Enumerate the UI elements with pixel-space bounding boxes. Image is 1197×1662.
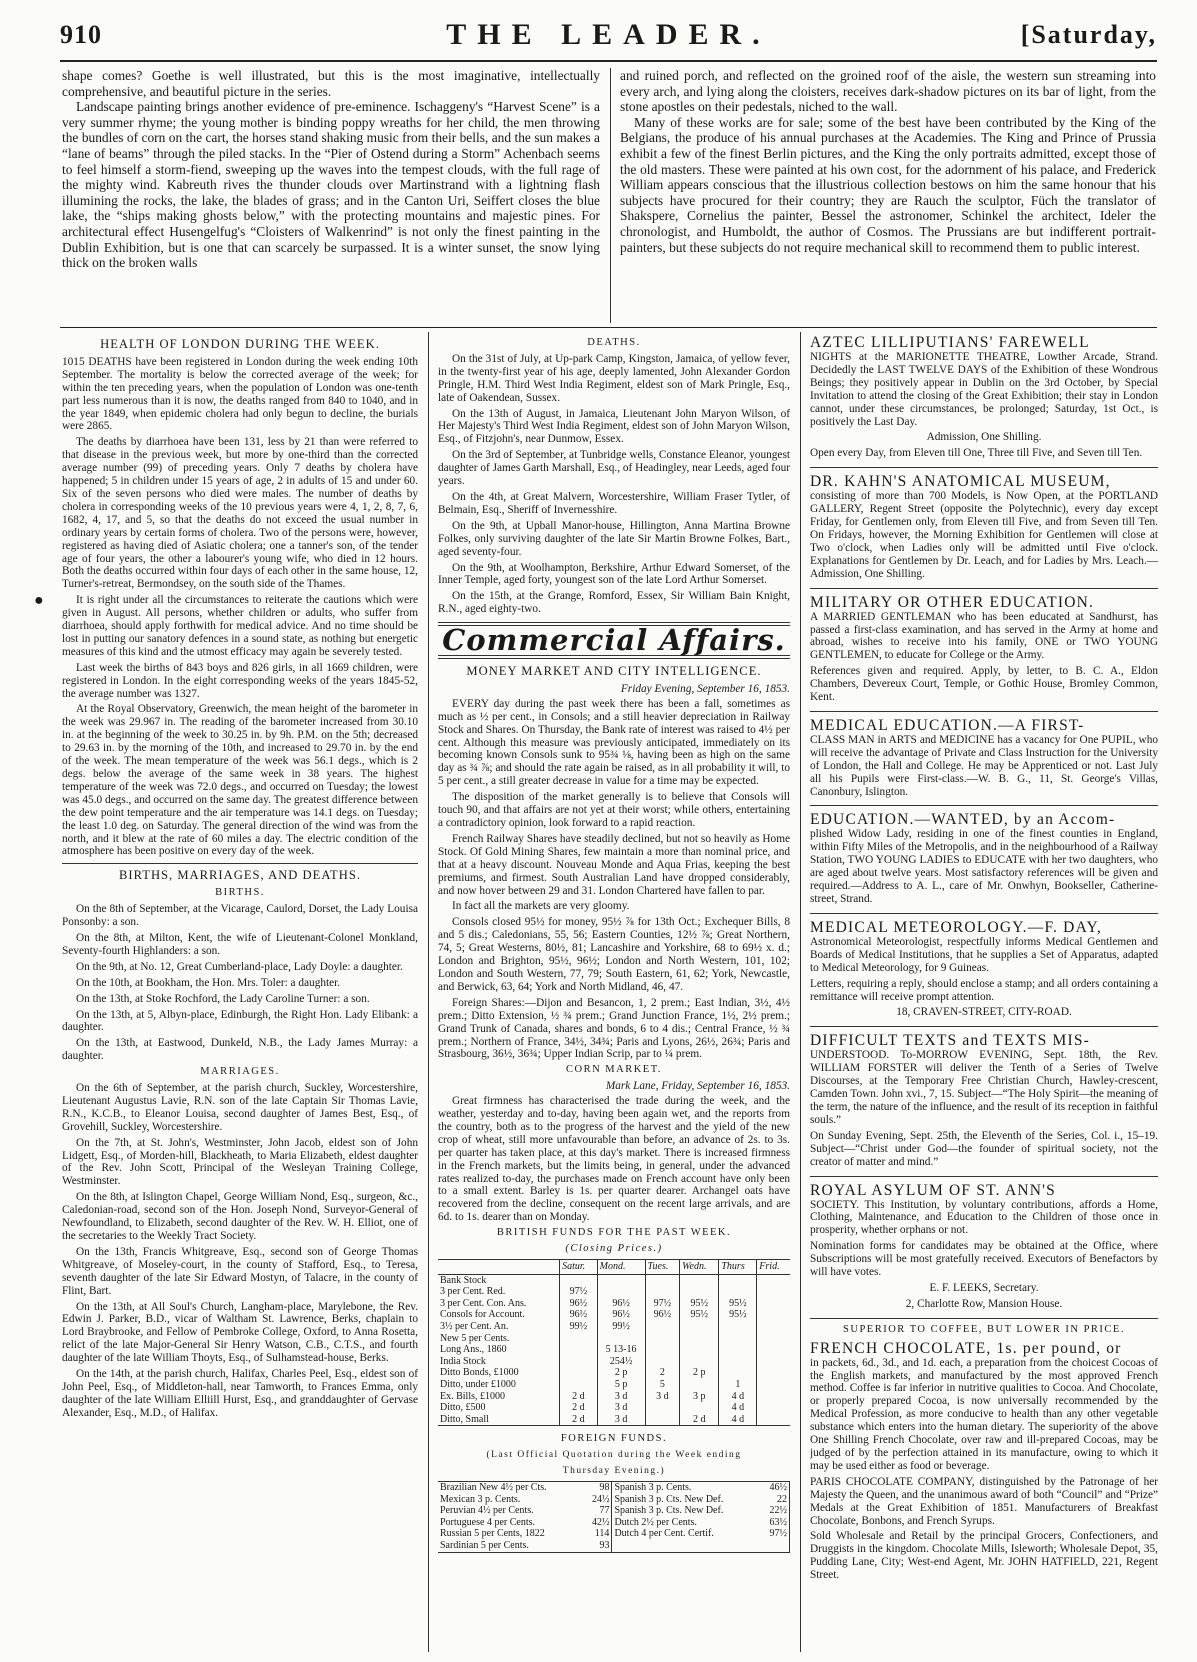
advertisement-detail: Sold Wholesale and Retail by the principal Grocers, Confectioners, and Druggists in the kingdom. Chocolate Mills, Isleworth; Wholesale Depot, 35, Pudding Lane, City; West-end Agent, Mr. JOHN HATFIELD, 221, Regent Street. [810, 1530, 1158, 1582]
british-funds-title: BRITISH FUNDS FOR THE PAST WEEK. [496, 1227, 732, 1239]
advertisement-detail: 2, Charlotte Row, Mansion House. [905, 1297, 1063, 1310]
fund-price [719, 1344, 757, 1356]
page-number: 910 [60, 20, 102, 49]
fund-price [719, 1356, 757, 1368]
foreign-fund-price: 114 [583, 1528, 612, 1540]
health-paragraph: The deaths by diarrhoea have been 131, less by 21 than were referred to that disease in the previous week, but more by one-third than the corrected average number (99) of preceding years. Only 7 deaths by cholera have happened; 5 in children under 15 years of age, 2 in adults of 15 and under 60. Six of the seven persons who died were males. The number of deaths by cholera in corresponding weeks of the 10 previous years were 4, 1, 2, 8, 7, 6, 1682, 4, 17, and 5, so that the deaths do not exceed the usual number in ordinary years by certain forms of cholera. Two of the persons were, however, registered as having died of Asiatic cholera; one a tanner's son, of the tender age of four years, the other a labourer's young wife, who died in 12 hours. Both the deaths occurred within four days of each other in the same house, 12, Turner's-retreat, Bermondsey, on the south side of the Thames. [62, 436, 418, 591]
british-funds-table [438, 1259, 790, 1426]
foreign-fund-price: 42½ [583, 1517, 612, 1529]
funds-row [438, 1298, 790, 1310]
health-paragraph: It is right under all the circumstances to reiterate the cautions which were given in August. All persons, whether children or adults, who suffer from diarrhoea, should apply forthwith for medical advice. And no time should be lost in putting our sanatory defences in a sound state, as nothing but energetic measures of this kind and the utmost efficacy may again be severely tested. [62, 594, 418, 658]
foreign-fund-price: 97½ [761, 1528, 790, 1540]
divider [62, 863, 418, 864]
foreign-fund-name: Spanish 3 p. Cents. [614, 1482, 692, 1494]
funds-row [438, 1309, 790, 1321]
fund-price: 99½ [597, 1321, 645, 1333]
foreign-fund-row [438, 1540, 790, 1552]
money-paragraph: The disposition of the market generally is to believe that Consols will touch 90, and that affairs are not yet at their worst; while others, entertaining a contradictory opinion, look forward to a rapid reaction. [438, 791, 790, 829]
death-notice: On the 9th, at Woolhampton, Berkshire, Arthur Edward Somerset, of the Inner Temple, aged forty, youngest son of the late Lord Arthur Somerset. [438, 561, 790, 587]
birth-notice: On the 8th of September, at the Vicarage, Caulord, Dorset, the Lady Louisa Ponsonby: a son. [62, 903, 418, 929]
foreign-fund-name: Dutch 2½ per Cents. [614, 1516, 697, 1528]
article-paragraph: Landscape painting brings another evidence of pre-eminence. Ischaggeny's “Harvest Scene” is a very summer rhyme; the young mother is binding poppy wreaths for her child, the men throwing the bundles of corn on the cart, the horses stand shaking music from their bells, and the sun makes a “lane of beams” through the piled stacks. In the “Pier of Ostend during a Storm” Achenbach seems to feel himself a storm-fiend, sweeping up the waves into the tempest clouds, with the full rage of the mighty wind. Kabreuth rives the thunder clouds over Martinstrand with a lightning flash illumining the rocks, the lake, the blades of grass; and in the Canton Uri, Seiffert closes the blue lake, the “ships making ghosts below,” with the protecting mountains and majestic pines. For architectural effect Husengelfug's “Cloisters of Walkenrind” is not only the finest painting in the Dublin Exhibition, but is one that can scarcely be surpassed. It is a winter sunset, the snow lying thick on the broken walls [62, 99, 600, 271]
marriages-title: MARRIAGES. [200, 1066, 280, 1078]
column-left [62, 334, 418, 1656]
commercial-affairs-title: Commercial Affairs. [442, 623, 786, 658]
funds-row [438, 1286, 790, 1298]
fund-price: 97½ [560, 1286, 598, 1298]
fund-price [680, 1321, 719, 1333]
bmd-title: BIRTHS, MARRIAGES, AND DEATHS. [119, 868, 361, 883]
column-middle [438, 334, 790, 1656]
advertisement-divider [810, 588, 1158, 589]
foreign-funds-subtitle-2: Thursday Evening.) [562, 1466, 666, 1477]
death-notice: On the 13th of August, in Jamaica, Lieutenant John Maryon Wilson, of Her Majesty's Third West India Regiment, eldest son of John Maryon Wilson, Esq., of Fitzjohn's, near Dunmow, Essex. [438, 407, 790, 446]
funds-column-header: Tues. [645, 1260, 680, 1275]
column-divider [428, 332, 429, 1652]
fund-name: Ditto Bonds, £1000 [440, 1367, 519, 1379]
money-paragraph: Foreign Shares:—Dijon and Besancon, 1, 2 prem.; East Indian, 3½, 4½ prem.; Ditto Extension, ½ ¾ prem.; Grand Junction France, 1½, 2½ prem.; Grand Trunk of Canada, shares and bonds, 6 to 4 dis.; Central France, ½ ¾ prem.; Northern of France, 34½, 34¾; Paris and Lyons, 26½, 26¾; Paris and Strasbourg, 36½, 36¾; Upper Indian Scrip, par to ¼ prem. [438, 996, 790, 1061]
funds-column-header [438, 1260, 560, 1275]
corn-market-title: CORN MARKET. [566, 1064, 662, 1076]
page-header [60, 20, 1157, 60]
foreign-funds-title: FOREIGN FUNDS. [560, 1433, 668, 1445]
foreign-fund-name: Spanish 3 p. Cts. New Def. [614, 1505, 724, 1517]
birth-notice: On the 13th, at 5, Albyn-place, Edinburgh, the Right Hon. Lady Elibank: a daughter. [62, 1008, 418, 1034]
foreign-fund-row [438, 1517, 790, 1529]
fund-price [719, 1321, 757, 1333]
death-notice: On the 15th, at the Grange, Romford, Essex, Sir William Bain Knight, R.N., aged eighty-two. [438, 590, 790, 616]
fund-price: 96½ [560, 1309, 598, 1321]
fund-price: 3 p [680, 1391, 719, 1403]
masthead-day: [Saturday, [1020, 20, 1157, 49]
fund-price [560, 1344, 598, 1356]
marriage-notice: On the 13th, at All Soul's Church, Langham-place, Marylebone, the Rev. Edwin J. Parker, B.D., vicar of Waltham St. Lawrence, Berks, chaplain to Lord Braybrooke, and Fellow of Pembroke College, Oxford, to Anna Rosetta, relict of the late Major-General Sir Henry Watson, C.B., C.T.S., and fourth daughter of the late William Thoyts, Esq., of Sulhamstead-house, Berks. [62, 1300, 418, 1365]
fund-price [680, 1402, 719, 1414]
advertisement-detail: PARIS CHOCOLATE COMPANY, distinguished by the Patronage of her Majesty the Queen, and the unanimous award of both “Council” and “Prize” Medals at the Great Exhibition of 1851. Manufacturers of Breakfast Chocolate, Bonbons, and French Syrups. [810, 1475, 1158, 1527]
fund-price: 4 d [719, 1414, 757, 1426]
death-notice: On the 9th, at Upball Manor-house, Hillington, Anna Martina Browne Folkes, only surviving daughter of the late Sir Martin Browne Folkes, Bart., aged seventy-four. [438, 519, 790, 558]
fund-price [645, 1274, 680, 1286]
fund-name: Long Ans., 1860 [440, 1344, 507, 1356]
fund-price [757, 1286, 790, 1298]
fund-price [719, 1367, 757, 1379]
fund-price: 4 d [719, 1391, 757, 1403]
fund-price [597, 1286, 645, 1298]
fund-name: India Stock [440, 1355, 486, 1367]
funds-column-header: Wedn. [680, 1260, 719, 1275]
fund-price: 2 d [560, 1391, 598, 1403]
fund-price [757, 1402, 790, 1414]
fund-price [719, 1333, 757, 1345]
funds-row [438, 1379, 790, 1391]
fund-price [645, 1414, 680, 1426]
fund-price: 96½ [560, 1298, 598, 1310]
fund-price [597, 1274, 645, 1286]
fund-price [757, 1344, 790, 1356]
fund-name: 3½ per Cent. An. [440, 1320, 509, 1332]
funds-row [438, 1321, 790, 1333]
birth-notice: On the 10th, at Bookham, the Hon. Mrs. Toler: a daughter. [76, 976, 341, 989]
corn-paragraph: Great firmness has characterised the trade during the week, and the weather, yesterday and to-day, having been again wet, and the reports from the country, both as to the progress of the harvest and the yield of the new crop of wheat, still more unfavourable than before, an advance of 2s. to 3s. per quarter has taken place, at this day's market. There is increased firmness in the French markets, but the limits being, in general, under the advanced rates realized to-day, the purchases made on French account have only been to a small extent. Barley is 1s. per quarter dearer. Archangel oats have recovered from the decline, consequent on the recent large arrivals, and are 6d. to 1s. dearer than on Monday. [438, 1095, 790, 1224]
advertisement-body: Astronomical Meteorologist, respectfully informs Medical Gentlemen and Boards of Medical Institutions, that he supplies a Set of Apparatus, adapted to Medical Meteorology, for 9 Guineas. [810, 935, 1158, 974]
advertisement [810, 334, 1158, 460]
marriage-notice: On the 13th, Francis Whitgreave, Esq., second son of George Thomas Whitgreave, of Moseley-court, in the county of Stafford, Esq., to Teresa, seventh daughter of the late Sir Edward Mostyn, of Talacre, in the county of Flint, Bart. [62, 1245, 418, 1297]
fund-price: 254½ [597, 1356, 645, 1368]
fund-price: 5 p [597, 1379, 645, 1391]
fund-price [757, 1298, 790, 1310]
fund-name: Consols for Account. [440, 1309, 525, 1321]
fund-price [757, 1333, 790, 1345]
money-paragraph: EVERY day during the past week there has been a fall, sometimes as much as ½ per cent., in Consols; and a still heavier depreciation in Railway Stock and Shares. On Thursday, the Bank rate of interest was raised to 4½ per cent. Although this measure was previously anticipated, immediately on its becoming known Consols sunk to 95¾ ⅛, having been as high on the same day as ¾ ⅞; and should the rate again be raised, as in all probability it will, to 5 per cent., a still greater decrease in value for a time may be expected. [438, 697, 790, 788]
foreign-fund-name: Russian 5 per Cents, 1822 [440, 1528, 545, 1540]
fund-price: 3 d [645, 1391, 680, 1403]
foreign-fund-price: 98 [583, 1482, 612, 1494]
money-market-title: MONEY MARKET AND CITY INTELLIGENCE. [466, 664, 762, 679]
foreign-fund-name [612, 1540, 761, 1552]
funds-row [438, 1333, 790, 1345]
marriage-notice: On the 8th, at Islington Chapel, George William Nond, Esq., surgeon, &c., Caledonian-road, second son of the Hon. Joseph Nond, Surveyor-General of Newfoundland, to Elizabeth, second daughter of the Rev. W. H. Elliot, one of the secretaries to the Weekly Tract Society. [62, 1191, 418, 1242]
fund-price [645, 1402, 680, 1414]
health-paragraph: Last week the births of 843 boys and 826 girls, in all 1669 children, were registered in London. In the eight corresponding weeks of the years 1845-52, the average number was 1327. [62, 661, 418, 700]
advertisement-body: consisting of more than 700 Models, is Now Open, at the PORTLAND GALLERY, Regent Street (opposite the Polytechnic), every day except Friday, for Gentlemen only, from Eleven till Five, and from Seven till Ten. On Fridays, however, the Morning Exhibition for Gentlemen will close at Two o'clock, when Ladies only will be admitted until Five o'clock. Explanations for Gentlemen by Dr. Leach, and for Ladies by Mrs. Leach.—Admission, One Shilling. [810, 490, 1158, 580]
foreign-funds-table [438, 1481, 790, 1553]
funds-row [438, 1402, 790, 1414]
fund-price: 2 p [680, 1367, 719, 1379]
advertisement-divider [810, 1176, 1158, 1177]
money-market-date: Friday Evening, September 16, 1853. [620, 682, 790, 695]
advertisement-title: ROYAL ASYLUM OF ST. ANN'S [810, 1181, 1056, 1199]
foreign-fund-row [438, 1482, 790, 1494]
advertisement-body: A MARRIED GENTLEMAN who has been educated at Sandhurst, has passed a first-class examination, and has served in the Army at home and abroad, wishes to receive into his family, ONE or TWO YOUNG GENTLEMEN, to educate for College or the Army. [810, 610, 1158, 662]
foreign-fund-price: 22½ [761, 1505, 790, 1517]
top-column-divider [610, 68, 611, 323]
fund-price [645, 1321, 680, 1333]
fund-name: Ditto, Small [440, 1413, 489, 1425]
fund-price: 3 d [597, 1402, 645, 1414]
fund-price [645, 1356, 680, 1368]
funds-column-header: Thurs [719, 1260, 757, 1275]
marriage-notice: On the 7th, at St. John's, Westminster, John Jacob, eldest son of John Lidgett, Esq., of Morden-hill, Blackheath, to Maria Elizabeth, eldest daughter of the Rev. John Scott, Principal of the Wesleyan Training College, Westminster. [62, 1136, 418, 1188]
foreign-fund-row [438, 1505, 790, 1517]
foreign-fund-row [438, 1528, 790, 1540]
fund-name: Ditto, £500 [440, 1402, 486, 1414]
health-paragraph: 1015 DEATHS have been registered in London during the week ending 10th September. The mortality is below the corrected average of the week; for within the ten preceding years, when the population of London was one-tenth part less numerous than it is now, the deaths ranged from 840 to 1040, and in the year 1849, when epidemic cholera had only begun to decline, the burials were 2865. [62, 355, 418, 433]
advertisement [810, 717, 1158, 799]
births-title: BIRTHS. [215, 887, 265, 899]
advertisement-tagline: SUPERIOR TO COFFEE, BUT LOWER IN PRICE. [843, 1323, 1125, 1335]
advertisement [810, 811, 1158, 905]
advertisement-title: MILITARY OR OTHER EDUCATION. [810, 593, 1095, 611]
advertisement-divider [810, 913, 1158, 914]
fund-price [680, 1286, 719, 1298]
deaths-title: DEATHS. [587, 337, 641, 348]
foreign-fund-row [438, 1494, 790, 1506]
foreign-funds-subtitle: (Last Official Quotation during the Week ending [486, 1450, 742, 1461]
fund-price [560, 1367, 598, 1379]
fund-name: Ditto, under £1000 [440, 1378, 516, 1390]
death-notice: On the 3rd of September, at Tunbridge wells, Constance Eleanor, youngest daughter of James Garth Marshall, Esq., of Headingley, near Leeds, aged four years. [438, 449, 790, 488]
foreign-fund-name: Peruvian 4½ per Cents. [440, 1505, 534, 1517]
health-title: HEALTH OF LONDON DURING THE WEEK. [100, 337, 380, 351]
fund-price: 95½ [719, 1309, 757, 1321]
fund-price [757, 1321, 790, 1333]
fund-price: 96½ [597, 1298, 645, 1310]
corn-market-date: Mark Lane, Friday, September 16, 1853. [605, 1080, 790, 1093]
advertisement-title: AZTEC LILLIPUTIANS' FAREWELL [810, 334, 1090, 351]
fund-price: 96½ [645, 1309, 680, 1321]
top-right-article [620, 68, 1156, 324]
fund-price: 2 d [560, 1414, 598, 1426]
fund-price [560, 1356, 598, 1368]
advertisement-detail: On Sunday Evening, Sept. 25th, the Eleventh of the Series, Col. i., 15–19. Subject—“Christ under God—the founder of spiritual society, not the creator of matter and mind.” [810, 1129, 1158, 1168]
funds-column-header: Mond. [597, 1260, 645, 1275]
advertisement [810, 919, 1158, 1019]
advertisement-title: MEDICAL METEOROLOGY.—F. DAY, [810, 918, 1103, 936]
fund-name: New 5 per Cents. [440, 1332, 510, 1344]
advertisement-detail: Nomination forms for candidates may be obtained at the Office, where Subscriptions will be most gratefully received. Executors of Benefactors by will have votes. [810, 1240, 1158, 1279]
death-notice: On the 31st of July, at Up-park Camp, Kingston, Jamaica, of yellow fever, in the twenty-first year of his age, deeply lamented, John Alexander Gordon Pringle, H.M. Third West India Regiment, eldest son of Mark Pringle, Esq., late of Oakendean, Sussex. [438, 352, 790, 404]
advertisement-divider [810, 805, 1158, 806]
fund-price [757, 1309, 790, 1321]
article-paragraph: and ruined porch, and reflected on the groined roof of the aisle, the western sun streaming into every arch, and lying along the cloisters, receives dark-shadow pictures on its bar of light, from the stone apostles on their pedestals, niched to the wall. [620, 68, 1156, 115]
fund-price [757, 1367, 790, 1379]
fund-name: 3 per Cent. Red. [440, 1286, 506, 1298]
printer-mark: ● [34, 592, 44, 609]
fund-price: 97½ [645, 1298, 680, 1310]
fund-price [757, 1391, 790, 1403]
article-paragraph: Many of these works are for sale; some of the best have been contributed by the King of the Belgians, the produce of his annual purchases at the Academies. The King and Prince of Prussia exhibit a few of the finest Berlin pictures, and the King the only portraits admitted, except those of the old masters. These were painted at his own cost, for the adornment of his palace, and Frederick William appears conscious that the illustrious collection bestows on him the same honour that his subjects have procured for their country; they are Rauch the sculptor, Füch the translator of Shakspere, Cornelius the painter, Bessel the astronomer, Schinkel the architect, Ideler the chronologist, and Humboldt, the author of Cosmos. The Prussians are but indifferent portrait-painters, but these subjects do not require mechanical skill to recommend them to public interest. [620, 114, 1156, 255]
advertisement [810, 594, 1158, 704]
advertisement-detail: Letters, requiring a reply, should enclose a stamp; and all orders containing a remittance will receive prompt attention. [810, 977, 1158, 1003]
fund-price [560, 1333, 598, 1345]
funds-row [438, 1414, 790, 1426]
fund-price [719, 1274, 757, 1286]
advertisement-divider [810, 467, 1158, 468]
fund-price: 4 d [719, 1402, 757, 1414]
advertisement-body: NIGHTS at the MARIONETTE THEATRE, Lowther Arcade, Strand. Decidedly the LAST TWELVE DAYS of the Exhibition of these Wondrous Beings; they positively appear in Dublin on the 3rd October, by Special Invitation to attend the closing of the Great Exhibition; their stay in London cannot, under these circumstances, be prolonged; Saturday, 1st Oct., is positively the Last Day. [810, 351, 1158, 428]
foreign-fund-price: 77 [583, 1505, 612, 1517]
advertisement-title: DIFFICULT TEXTS and TEXTS MIS- [810, 1032, 1091, 1050]
foreign-fund-name: Sardinian 5 per Cents. [440, 1540, 529, 1551]
fund-price [680, 1333, 719, 1345]
fund-price: 95½ [680, 1309, 719, 1321]
advertisement-body: in packets, 6d., 3d., and 1d. each, a preparation from the choicest Cocoas of the English markets, and manufactured by the most approved French method. Coffee is far inferior in nutritive qualities to Cocoa. And Chocolate, or properly prepared Cocoa, is now universally recommended by the Medical Profession, as more conducive to health than any other vegetable substance which enters into the human dietary. The superiority of the above One Shilling French Chocolate, over raw and ill-prepared Cocoas, may be judged of by the perfection attained in its manufacture, owing to which it may be used either as food or beverage. [810, 1356, 1158, 1472]
foreign-fund-price [761, 1540, 790, 1552]
fund-price: 1 [719, 1379, 757, 1391]
fund-name: Ex. Bills, £1000 [440, 1390, 506, 1402]
funds-row [438, 1367, 790, 1379]
fund-price: 5 13-16 [597, 1344, 645, 1356]
death-notice: On the 4th, at Great Malvern, Worcestershire, William Fraser Tytler, of Belmain, Esq., Sheriff of Invernesshire. [438, 490, 790, 516]
advertisement-detail: References given and required. Apply, by letter, to B. C. A., Eldon Chambers, Devereux Court, Temple, or Gothic House, Bromley Common, Kent. [810, 665, 1158, 704]
fund-price: 2 [645, 1367, 680, 1379]
advertisement-detail: E. F. LEEKS, Secretary. [929, 1281, 1039, 1294]
masthead-title: THE LEADER. [446, 18, 771, 51]
foreign-fund-price: 93 [583, 1540, 612, 1552]
foreign-fund-price: 24½ [583, 1494, 612, 1506]
birth-notice: On the 13th, at Stoke Rochford, the Lady Caroline Turner: a son. [76, 992, 370, 1005]
advertisement-body: SOCIETY. This Institution, by voluntary contributions, affords a Home, Clothing, Maintenance, and Education to the Children of those once in prosperity, whether orphans or not. [810, 1198, 1158, 1237]
fund-price: 3 d [597, 1414, 645, 1426]
section-rule [60, 327, 1157, 328]
fund-price [680, 1344, 719, 1356]
advertisement-divider [810, 711, 1158, 712]
foreign-fund-name: Spanish 3 p. Cts. New Def. [614, 1493, 724, 1505]
foreign-fund-name: Portuguese 4 per Cents. [440, 1516, 535, 1528]
advertisement [810, 1324, 1158, 1582]
fund-price: 2 d [560, 1402, 598, 1414]
foreign-fund-name: Dutch 4 per Cent. Certif. [614, 1528, 714, 1540]
fund-name: 3 per Cent. Con. Ans. [440, 1297, 527, 1309]
fund-price: 95½ [719, 1298, 757, 1310]
fund-price [757, 1379, 790, 1391]
foreign-fund-price: 22 [761, 1494, 790, 1506]
fund-price [680, 1274, 719, 1286]
fund-price [645, 1333, 680, 1345]
fund-price [719, 1286, 757, 1298]
foreign-fund-price: 63½ [761, 1517, 790, 1529]
fund-price: 3 d [597, 1391, 645, 1403]
fund-price: 96½ [597, 1309, 645, 1321]
advertisement-body: plished Widow Lady, residing in one of the finest counties in England, within Fifty Miles of the Metropolis, and in the neighbourhood of a Railway Station, TWO YOUNG LADIES to EDUCATE with her two daughters, who are aged about twelve years. Most satisfactory references will be given and required.—Address to A. L., care of Mr. Onwhyn, Bookseller, Catherine-street, Strand. [810, 828, 1158, 905]
fund-name: Bank Stock [440, 1274, 487, 1286]
fund-price: 2 p [597, 1367, 645, 1379]
health-paragraph: At the Royal Observatory, Greenwich, the mean height of the barometer in the week was 29.967 in. The reading of the barometer increased from 30.10 in. at the beginning of the week to 30.25 in. by 9h. P.M. on the 5th; decreased to 29.63 in. by the morning of the 10th, and increased to 29.70 in. by the end of the week. The mean temperature of the week was 56.1 degs., which is 2 degs. below the average of the same week in 38 years. The highest temperature of the week was 72.0 degs., and occurred on Tuesday; the lowest was 45.0 degs., and occurred on the same day. The greatest difference between the dew point temperature and the air temperature was 14.1 degs. on Tuesday; the least 1.0 deg. on Saturday. The general direction of the wind was from the north, and it blew at the rate of 60 miles a day. The electric condition of the atmosphere has been positive on every day of the week. [62, 703, 418, 858]
advertisement-detail: Admission, One Shilling. [926, 431, 1042, 444]
advertisement-title: FRENCH CHOCOLATE, 1s. per pound, or [810, 1339, 1122, 1357]
advertisement [810, 1182, 1158, 1311]
advertisement-divider [810, 1026, 1158, 1027]
fund-price: 2 d [680, 1414, 719, 1426]
money-paragraph: French Railway Shares have steadily declined, but not so heavily as Home Stock. Of Gold Mining Shares, few maintain a more than nominal price, and that at a heavy discount. Nouveau Monde and Aqua Frias, keeping the best premiums, and firmest. South Australian Land have dropped considerably, and now hover between 29 and 31. London Chartered have fallen to par. [438, 832, 790, 897]
fund-price [597, 1333, 645, 1345]
article-paragraph: shape comes? Goethe is well illustrated, but this is the most imaginative, intellectually comprehensive, and beautiful picture in the series. [62, 68, 600, 99]
funds-row [438, 1274, 790, 1286]
fund-price [757, 1414, 790, 1426]
fund-price [680, 1379, 719, 1391]
fund-price: 5 [645, 1379, 680, 1391]
fund-price: 95½ [680, 1298, 719, 1310]
fund-price [560, 1274, 598, 1286]
foreign-fund-price: 46½ [761, 1482, 790, 1494]
funds-row [438, 1391, 790, 1403]
advertisement-detail: Open every Day, from Eleven till One, Three till Five, and Seven till Ten. [810, 447, 1143, 460]
top-left-article [62, 68, 600, 324]
funds-column-header: Satur. [560, 1260, 598, 1275]
british-funds-subtitle: (Closing Prices.) [565, 1243, 663, 1255]
advertisement [810, 473, 1158, 580]
advertisement-detail: 18, CRAVEN-STREET, CITY-ROAD. [896, 1006, 1072, 1019]
column-right-advertisements [810, 334, 1158, 1656]
funds-column-header: Frid. [757, 1260, 790, 1275]
advertisement [810, 1032, 1158, 1168]
advertisement-title: EDUCATION.—WANTED, by an Accom- [810, 811, 1116, 829]
advertisement-body: CLASS MAN in ARTS and MEDICINE has a vacancy for One PUPIL, who will receive the advantage of Private and Class Instruction for the University of London, the Hall and College. He may be Apprenticed or not. Last July all his Pupils were First-class.—W. B. G., 11, St. George's Villas, Canonbury, Islington. [810, 733, 1158, 798]
advertisement-title: DR. KAHN'S ANATOMICAL MUSEUM, [810, 473, 1111, 491]
birth-notice: On the 9th, at No. 12, Great Cumberland-place, Lady Doyle: a daughter. [76, 960, 403, 973]
foreign-fund-name: Brazilian New 4½ per Cts. [440, 1482, 547, 1494]
marriage-notice: On the 14th, at the parish church, Halifax, Charles Peel, Esq., eldest son of John Peel, Esq., of Middleton-hall, near Tamworth, to Frances Emma, only daughter of the late William Elliill Hurst, Esq., and granddaughter of Gervase Alexander, Esq., M.D., of Halifax. [62, 1368, 418, 1419]
foreign-fund-name: Mexican 3 p. Cents. [440, 1493, 521, 1505]
marriage-notice: On the 6th of September, at the parish church, Suckley, Worcestershire, Lieutenant Augustus Lavie, R.N. son of the late Captain Sir Thomas Lavie, R.N., K.C.B., to Eleanor Louisa, second daughter of James Best, Esq., of Grovehill, Suckley, Worcestershire. [62, 1082, 418, 1133]
fund-price: 99½ [560, 1321, 598, 1333]
fund-price [645, 1344, 680, 1356]
birth-notice: On the 13th, at Eastwood, Dunkeld, N.B., the Lady James Murray: a daughter. [62, 1037, 418, 1063]
funds-row [438, 1344, 790, 1356]
fund-price [680, 1356, 719, 1368]
money-paragraph: In fact all the markets are very gloomy. [452, 900, 630, 913]
advertisement-divider [810, 1318, 1158, 1319]
money-paragraph: Consols closed 95½ for money, 95½ ⅞ for 13th Oct.; Exchequer Bills, 8 and 5 dis.; Caledonians, 55, 56; Eastern Counties, 12½ ⅞; Great Northern, 74, 5; Great Westerns, 80½, 81; Lancashire and Yorkshire, 68 to 69½ x. d.; London and Brighton, 95½, 96½; London and North Western, 101, 102; London and South Western, 77, 79; South Eastern, 61, 62; York, Newcastle, and Berwick, 63, 64; York and North Midland, 46, 47. [438, 916, 790, 993]
funds-row [438, 1356, 790, 1368]
advertisement-body: UNDERSTOOD. To-MORROW EVENING, Sept. 18th, the Rev. WILLIAM FORSTER will deliver the Tenth of a Series of Twelve Discourses, at the Temporary Free Christian Church, Hawley-crescent, Camden Town. John xvi., 7, 15. Subject—“The Holy Spirit—the meaning of the term, the nature of the influence, and the result of its reception in faithful souls.” [810, 1049, 1158, 1126]
fund-price [757, 1274, 790, 1286]
fund-price [645, 1286, 680, 1298]
birth-notice: On the 8th, at Milton, Kent, the wife of Lieutenant-Colonel Monkland, Seventy-fourth Highlanders: a son. [62, 931, 418, 957]
header-rule [60, 60, 1157, 62]
advertisement-title: MEDICAL EDUCATION.—A FIRST- [810, 716, 1085, 734]
column-divider [800, 332, 801, 1652]
fund-price [757, 1356, 790, 1368]
fund-price [560, 1379, 598, 1391]
